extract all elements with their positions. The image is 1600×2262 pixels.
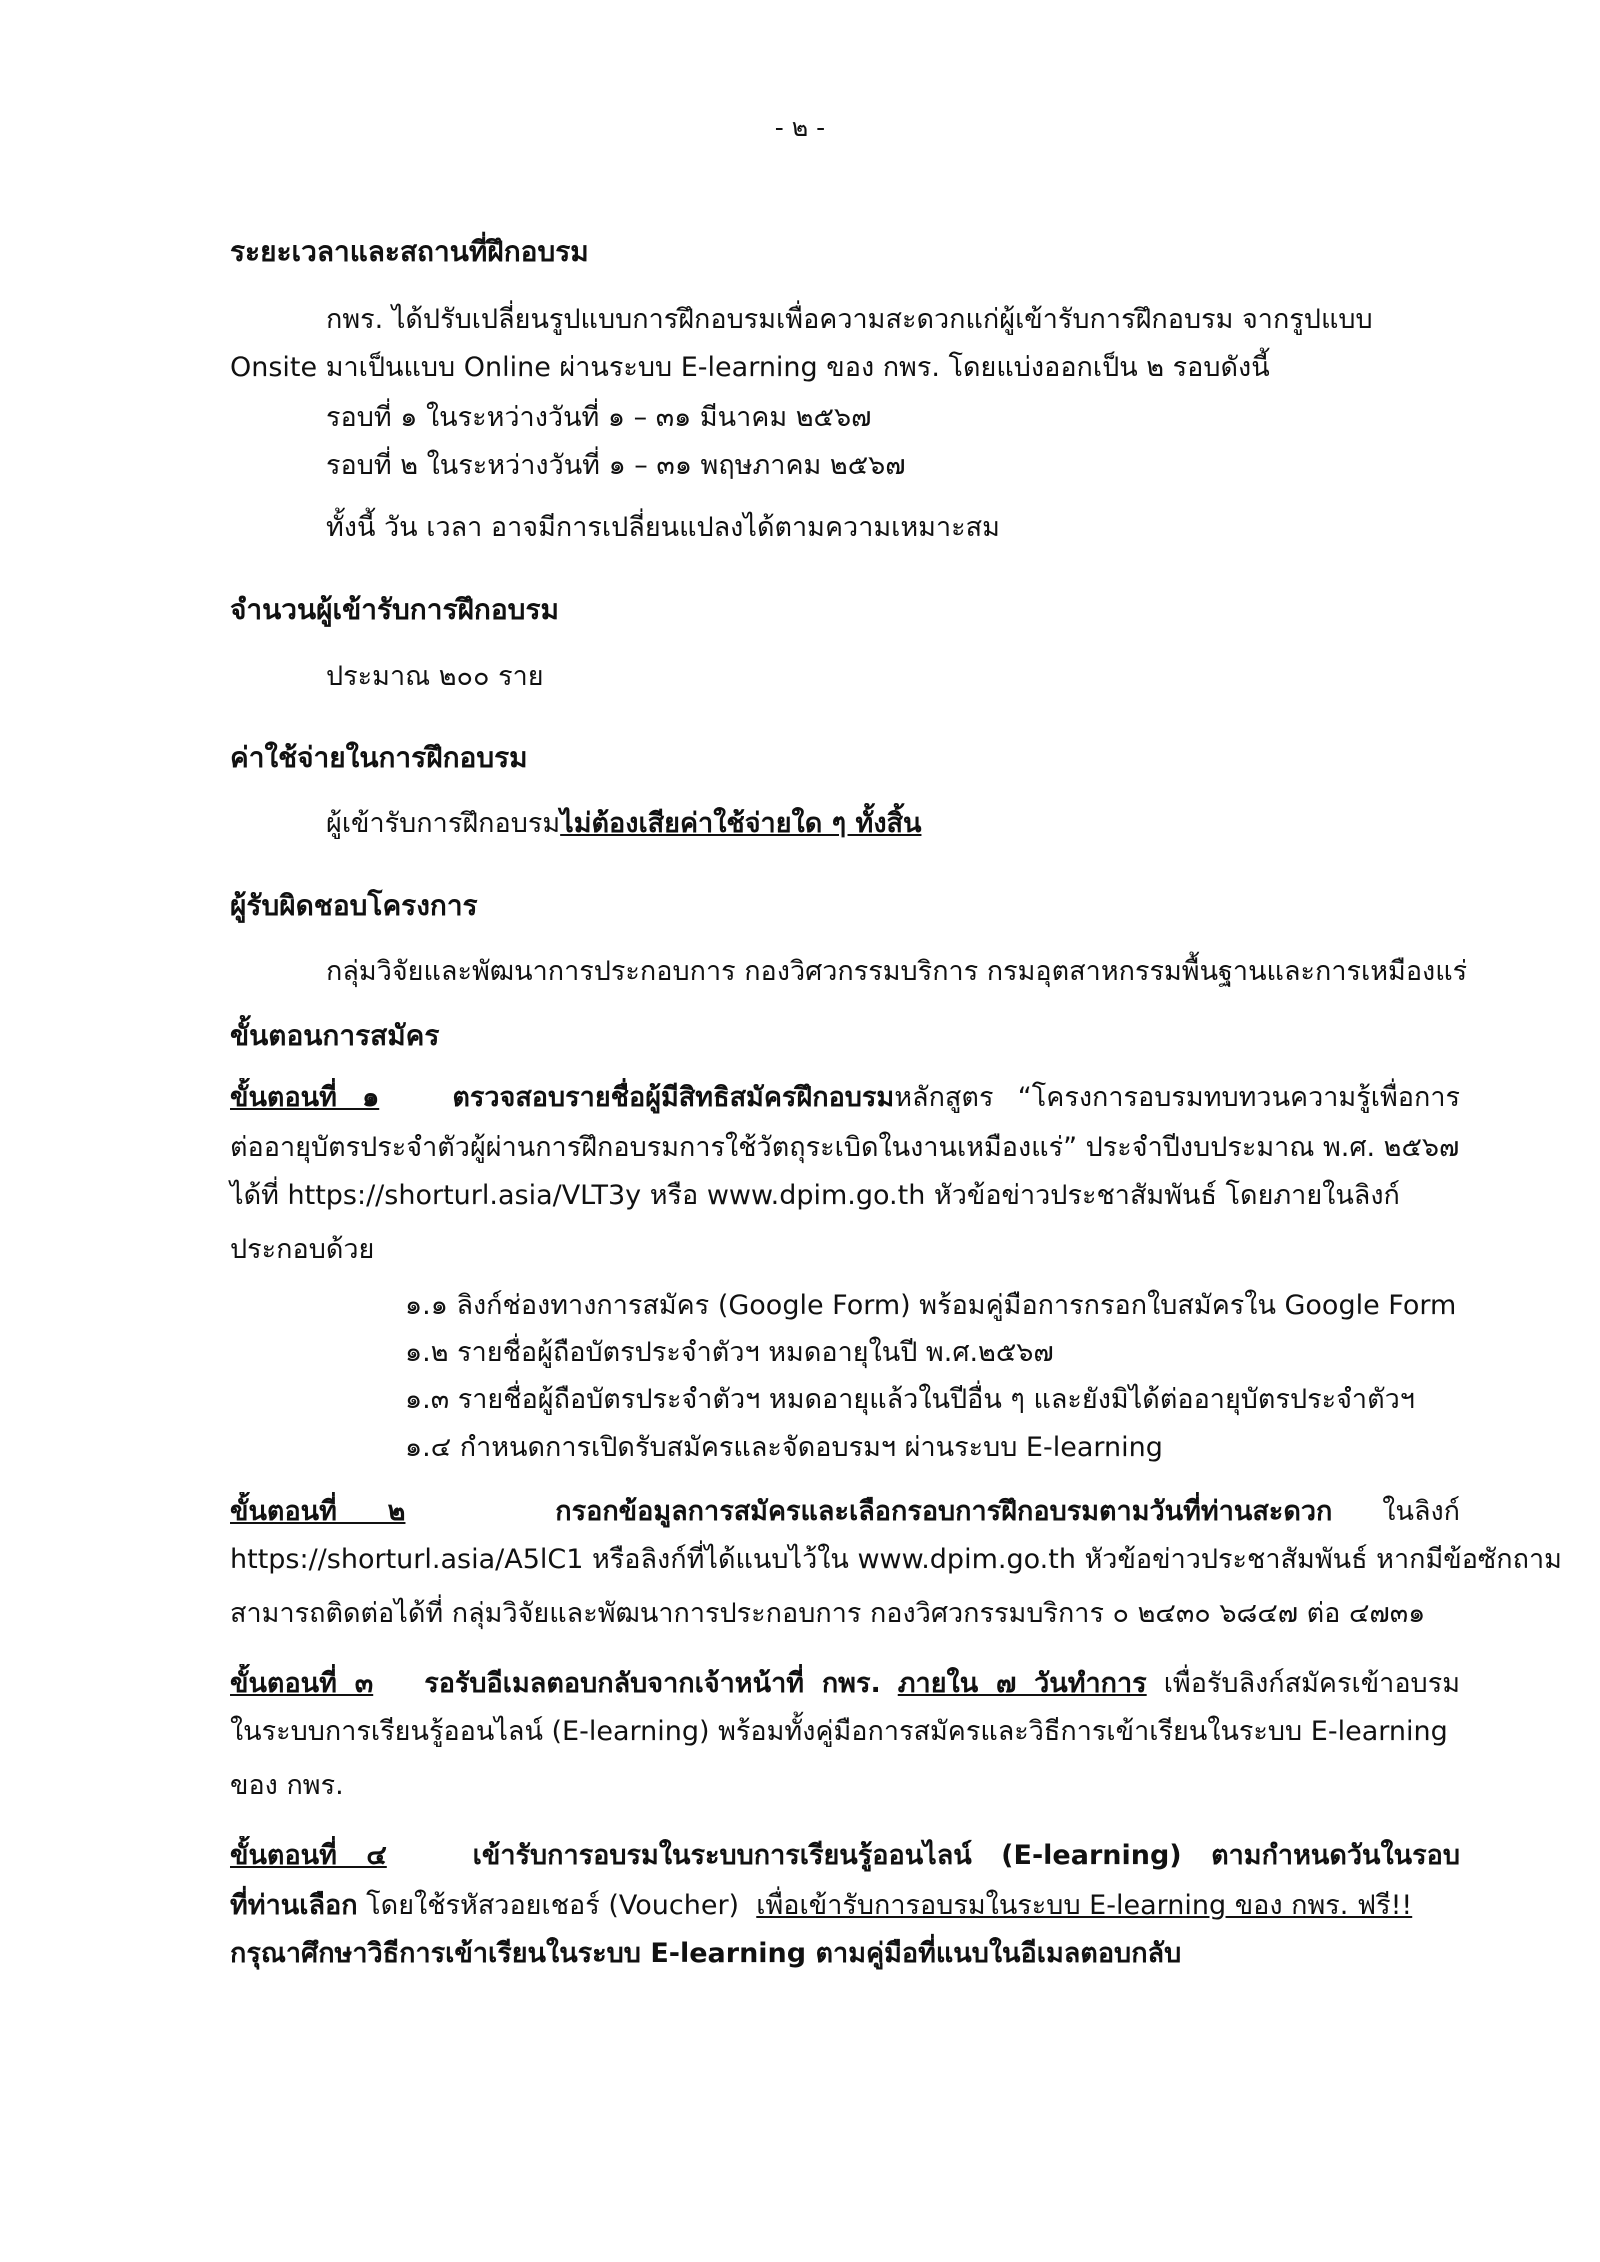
step4-free-link: เพื่อเข้ารับการอบรมในระบบ E-learning ของ กพร. ฟรี!!: [756, 1890, 1413, 1921]
step1-item: ๑.๑ ลิงก์ช่องทางการสมัคร (Google Form) พร้อมคู่มือการกรอกใบสมัครใน Google Form: [405, 1290, 1457, 1321]
step1-label: ขั้นตอนที่ ๑: [230, 1082, 380, 1113]
step4-line3: กรุณาศึกษาวิธีการเข้าเรียนในระบบ E-learning ตามคู่มือที่แนบในอีเมลตอบกลับ: [230, 1938, 1182, 1969]
cost-emphasis: ไม่ต้องเสียค่าใช้จ่ายใด ๆ ทั้งสิ้น: [560, 808, 922, 839]
step4-label: ขั้นตอนที่ ๔: [230, 1840, 387, 1871]
step4-line1: [230, 1836, 1460, 1876]
step3-text1: เพื่อรับลิงก์สมัครเข้าอบรม: [1163, 1668, 1460, 1699]
step3-line2: ในระบบการเรียนรู้ออนไลน์ (E-learning) พร้อมทั้งคู่มือการสมัครและวิธีการเข้าเรียนในระบบ E-learning: [230, 1716, 1448, 1747]
step1-title: ตรวจสอบรายชื่อผู้มีสิทธิสมัครฝึกอบรม: [452, 1082, 895, 1113]
step1-line1: [230, 1078, 1460, 1118]
steps-heading: ขั้นตอนการสมัคร: [230, 1019, 440, 1052]
step3-deadline: ภายใน ๗ วันทำการ: [897, 1668, 1147, 1699]
schedule-heading: ระยะเวลาและสถานที่ฝึกอบรม: [230, 235, 589, 268]
step3-label: ขั้นตอนที่ ๓: [230, 1668, 374, 1699]
responsible-value: กลุ่มวิจัยและพัฒนาการประกอบการ กองวิศวกรรมบริการ กรมอุตสาหกรรมพื้นฐานและการเหมืองแร่: [326, 956, 1468, 987]
cost-prefix: ผู้เข้ารับการฝึกอบรม: [326, 808, 561, 839]
step2-text1: ในลิงก์: [1382, 1496, 1460, 1527]
participants-value: ประมาณ ๒๐๐ ราย: [326, 661, 544, 692]
step2-line1: [230, 1492, 1460, 1532]
schedule-para-line1: กพร. ได้ปรับเปลี่ยนรูปแบบการฝึกอบรมเพื่อความสะดวกแก่ผู้เข้ารับการฝึกอบรม จากรูปแบบ: [326, 304, 1373, 335]
schedule-note: ทั้งนี้ วัน เวลา อาจมีการเปลี่ยนแปลงได้ตามความเหมาะสม: [326, 512, 1000, 543]
step3-title: รอรับอีเมลตอบกลับจากเจ้าหน้าที่ กพร.: [424, 1668, 881, 1699]
step4-title2: ที่ท่านเลือก: [230, 1890, 358, 1921]
step1-text1: หลักสูตร “โครงการอบรมทบทวนความรู้เพื่อการ: [894, 1082, 1460, 1113]
step2-line2: https://shorturl.asia/A5lC1 หรือลิงก์ที่ได้แนบไว้ใน www.dpim.go.th หัวข้อข่าวประชาสัมพันธ์ หากมีข้อซักถาม: [230, 1544, 1562, 1575]
schedule-round1: รอบที่ ๑ ในระหว่างวันที่ ๑ – ๓๑ มีนาคม ๒๕๖๗: [326, 402, 872, 433]
step4-title: เข้ารับการอบรมในระบบการเรียนรู้ออนไลน์ (E-learning) ตามกำหนดวันในรอบ: [472, 1840, 1460, 1871]
step2-title: กรอกข้อมูลการสมัครและเลือกรอบการฝึกอบรมตามวันที่ท่านสะดวก: [555, 1496, 1333, 1527]
schedule-round2: รอบที่ ๒ ในระหว่างวันที่ ๑ – ๓๑ พฤษภาคม ๒๕๖๗: [326, 450, 906, 481]
participants-heading: จำนวนผู้เข้ารับการฝึกอบรม: [230, 593, 559, 626]
page-number: - ๒ -: [774, 113, 826, 142]
step4-line2: [230, 1886, 1460, 1926]
schedule-para-line2: Onsite มาเป็นแบบ Online ผ่านระบบ E-learning ของ กพร. โดยแบ่งออกเป็น ๒ รอบดังนี้: [230, 352, 1270, 383]
responsible-heading: ผู้รับผิดชอบโครงการ: [230, 889, 478, 922]
cost-heading: ค่าใช้จ่ายในการฝึกอบรม: [230, 741, 528, 774]
step1-line4: ประกอบด้วย: [230, 1234, 375, 1265]
step1-item: ๑.๒ รายชื่อผู้ถือบัตรประจำตัวฯ หมดอายุในปี พ.ศ.๒๕๖๗: [405, 1337, 1054, 1368]
step1-item: ๑.๓ รายชื่อผู้ถือบัตรประจำตัวฯ หมดอายุแล้วในปีอื่น ๆ และยังมิได้ต่ออายุบัตรประจำตัวฯ: [405, 1384, 1415, 1415]
step3-line3: ของ กพร.: [230, 1770, 344, 1801]
step1-line3: ได้ที่ https://shorturl.asia/VLT3y หรือ www.dpim.go.th หัวข้อข่าวประชาสัมพันธ์ โดยภายในลิงก์: [230, 1180, 1400, 1211]
step2-line3: สามารถติดต่อได้ที่ กลุ่มวิจัยและพัฒนาการประกอบการ กองวิศวกรรมบริการ ๐ ๒๔๓๐ ๖๘๔๗ ต่อ ๔๗๓๑: [230, 1598, 1426, 1629]
step3-line1: [230, 1664, 1460, 1704]
step1-item: ๑.๔ กำหนดการเปิดรับสมัครและจัดอบรมฯ ผ่านระบบ E-learning: [405, 1432, 1163, 1463]
step4-text: โดยใช้รหัสวอยเชอร์ (Voucher): [366, 1890, 740, 1921]
step2-label: ขั้นตอนที่ ๒: [230, 1496, 406, 1527]
cost-line: [326, 804, 1460, 844]
step1-line2: ต่ออายุบัตรประจำตัวผู้ผ่านการฝึกอบรมการใช้วัตถุระเบิดในงานเหมืองแร่” ประจำปีงบประมาณ พ.ศ. ๒๕๖๗: [230, 1132, 1460, 1163]
